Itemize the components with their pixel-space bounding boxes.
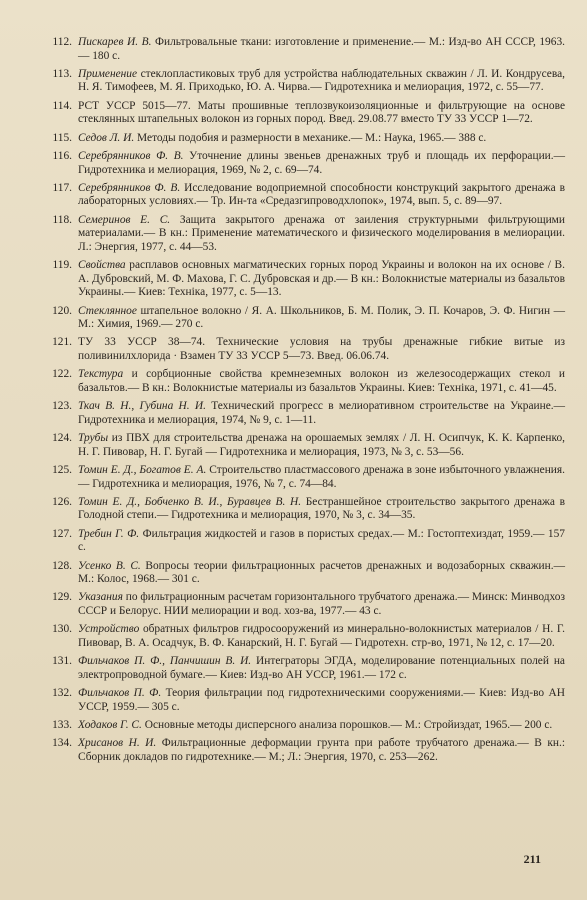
reference-entry	[48, 560, 565, 587]
reference-entry	[48, 305, 565, 332]
reference-number: 127.	[52, 527, 72, 540]
reference-entry	[48, 182, 565, 209]
reference-text	[78, 655, 565, 682]
reference-lead: Усенко В. С.	[78, 559, 141, 572]
reference-number: 117.	[52, 181, 72, 194]
reference-number: 123.	[52, 400, 72, 413]
reference-entry	[48, 132, 565, 146]
reference-lead: Устройство	[78, 623, 140, 636]
reference-number: 128.	[52, 559, 72, 572]
reference-text	[78, 623, 565, 650]
page-number: 211	[523, 852, 541, 866]
reference-entry	[48, 687, 565, 714]
reference-number: 118.	[52, 213, 72, 226]
reference-number: 134.	[52, 737, 72, 750]
reference-number: 131.	[52, 655, 72, 668]
reference-number: 120.	[52, 304, 72, 317]
reference-text	[78, 305, 565, 332]
reference-body: Основные методы дисперсного анализа порошков.— М.: Стройиздат, 1965.— 200 с.	[141, 718, 553, 731]
reference-number: 130.	[52, 623, 72, 636]
reference-body: РСТ УССР 5015—77. Маты прошивные теплозвукоизоляционные и фильтрующие на основе стеклянных штапельных волокон из горных пород. Введ. 29.08.77 вместо ТУ 33 УССР 1—72.	[78, 99, 565, 126]
reference-body: по фильтрационным расчетам горизонтального трубчатого дренажа.— Минск: Минводхоз СССР и Белорус. НИИ мелиорации и вод. хоз-ва, 1977.— 43 с.	[78, 591, 565, 618]
reference-entry	[48, 259, 565, 300]
reference-number: 112.	[52, 36, 72, 48]
reference-text	[78, 259, 565, 300]
reference-body: Технический прогресс в мелиоративном строительстве на Украине.— Гидротехника и мелиорация, 1974, № 9, с. 1—11.	[78, 400, 566, 426]
reference-number: 115.	[52, 131, 72, 144]
reference-lead: Ткач В. Н., Губина Н. И.	[78, 400, 206, 413]
reference-body: Защита закрытого дренажа от заиления структурными фильтрующими материалами.— В кн.: Применение математического и физического моделирования в мелиорации. Л.: Энергия, 1977, с. 44—53.	[78, 213, 565, 253]
reference-text	[78, 464, 565, 491]
reference-text	[78, 336, 565, 363]
reference-lead: Томин Е. Д., Бобченко В. И., Буравцев В. Н.	[78, 495, 302, 508]
reference-number: 113.	[52, 67, 72, 80]
reference-text	[78, 182, 565, 209]
reference-entry	[48, 655, 565, 682]
reference-text	[78, 150, 565, 177]
reference-lead: Ходаков Г. С.	[78, 718, 142, 731]
reference-body: Бестраншейное строительство закрытого дренажа в Голодной степи.— Гидротехника и мелиорация, 1970, № 3, с. 34—35.	[78, 495, 565, 522]
reference-number: 132.	[52, 687, 72, 700]
reference-text	[78, 400, 565, 427]
reference-text	[78, 36, 565, 63]
reference-lead: Свойства	[78, 259, 126, 272]
reference-text	[78, 68, 565, 95]
reference-lead: Фильчаков П. Ф.	[78, 687, 162, 700]
reference-entry	[48, 368, 565, 395]
reference-lead: Трубы	[78, 432, 109, 445]
reference-lead: Указания	[78, 591, 123, 604]
reference-text	[78, 687, 565, 714]
reference-entry	[48, 719, 565, 733]
reference-lead: Седов Л. И.	[78, 131, 135, 144]
reference-number: 133.	[52, 718, 72, 731]
reference-body: из ПВХ для строительства дренажа на орошаемых землях / Л. Н. Осипчук, К. К. Карпенко, Н. Г. Пивовар, Н. Г. Бугай — Гидротехника и мелиорация, 1973, № 3, с. 53—56.	[78, 432, 565, 458]
reference-body: Фильтровальные ткани: изготовление и применение.— М.: Изд-во АН СССР, 1963.— 180 с.	[78, 36, 565, 62]
reference-number: 116.	[52, 149, 72, 162]
reference-text	[78, 432, 565, 459]
reference-lead: Фильчаков П. Ф., Панчишин В. И.	[78, 655, 252, 668]
reference-text	[78, 496, 565, 523]
reference-entry	[48, 100, 565, 127]
reference-body: Методы подобия и размерности в механике.— М.: Наука, 1965.— 388 с.	[134, 131, 487, 144]
reference-text	[78, 214, 565, 255]
reference-lead: Текстура	[78, 368, 124, 381]
reference-entry	[48, 214, 565, 255]
reference-body: и сорбционные свойства кремнеземных волокон из железосодержащих стекол и базальтов.— В кн.: Волокнистые материалы из базальтов Украины. Киев: Техніка, 1971, с. 41—45.	[78, 368, 565, 394]
reference-entry	[48, 68, 565, 95]
reference-body: ТУ 33 УССР 38—74. Технические условия на трубы дренажные гибкие витые из поливинилхлорида · Взамен ТУ 33 УССР 5—73. Введ. 06.06.74.	[78, 336, 565, 363]
reference-body: Вопросы теории фильтрационных расчетов дренажных и водозаборных скважин.— М.: Колос, 1968.— 301 с.	[78, 559, 565, 586]
reference-text	[78, 560, 565, 587]
reference-lead: Серебрянников Ф. В.	[78, 149, 184, 162]
reference-body: Теория фильтрации под гидротехническими сооружениями.— Киев: Изд-во АН УССР, 1959.— 305 с.	[78, 687, 565, 713]
reference-number: 124.	[52, 432, 72, 445]
reference-lead: Стеклянное	[78, 304, 137, 317]
reference-body: Исследование водоприемной способности конструкций закрытого дренажа в лабораторных условиях.— Тр. Ин-та «Средазгипроводхлопок», 1974, вып. 5, с. 89—97.	[78, 181, 565, 208]
reference-text	[78, 528, 565, 555]
reference-entry	[48, 591, 565, 618]
reference-body: Фильтрация жидкостей и газов в пористых средах.— М.: Гостоптехиздат, 1959.— 157 с.	[78, 527, 565, 554]
reference-number: 126.	[52, 495, 72, 508]
reference-body: Уточнение длины звеньев дренажных труб и площадь их перфорации.— Гидротехника и мелиорация, 1969, № 2, с. 69—74.	[78, 149, 565, 176]
reference-lead: Требин Г. Ф.	[78, 527, 140, 540]
reference-body: Фильтрационные деформации грунта при работе трубчатого дренажа.— В кн.: Сборник докладов по гидротехнике.— М.; Л.: Энергия, 1970, с. 253—262.	[78, 737, 565, 763]
reference-text	[78, 591, 565, 618]
reference-entry	[48, 528, 565, 555]
reference-lead: Применение	[78, 67, 138, 80]
reference-text	[78, 100, 565, 127]
reference-text	[78, 132, 565, 146]
reference-number: 119.	[52, 259, 72, 272]
reference-entry	[48, 464, 565, 491]
reference-entry	[48, 496, 565, 523]
reference-lead: Томин Е. Д., Богатов Е. А.	[78, 463, 207, 476]
reference-number: 122.	[52, 368, 72, 381]
reference-number: 114.	[52, 99, 72, 112]
reference-lead: Семеринов Е. С.	[78, 213, 171, 226]
reference-entry	[48, 737, 565, 764]
reference-lead: Серебрянников Ф. В.	[78, 181, 181, 194]
reference-number: 121.	[52, 336, 72, 349]
reference-entry	[48, 150, 565, 177]
reference-text	[78, 719, 565, 733]
reference-lead: Хрисанов Н. И.	[78, 737, 157, 750]
reference-lead: Пискарев И. В.	[78, 36, 152, 48]
reference-text	[78, 368, 565, 395]
reference-body: Строительство пластмассового дренажа в зоне избыточного увлажнения.— Гидротехника и мелиорация, 1976, № 7, с. 74—84.	[78, 463, 565, 490]
reference-entry	[48, 432, 565, 459]
reference-number: 125.	[52, 463, 72, 476]
reference-text	[78, 737, 565, 764]
reference-entry	[48, 623, 565, 650]
reference-number: 129.	[52, 591, 72, 604]
reference-body: обратных фильтров гидросооружений из минерально-волокнистых материалов / Н. Г. Пивовар, В. А. Осадчук, В. Ф. Канарский, Н. Г. Бугай — Гидротехн. стр-во, 1971, № 12, с. 17—20.	[78, 623, 565, 649]
reference-entry	[48, 36, 565, 63]
reference-list	[48, 36, 565, 764]
reference-body: стеклопластиковых труб для устройства наблюдательных скважин / Л. И. Кондрусева, Н. Я. Тимофеев, М. Я. Приходько, Ю. А. Чирва.— Гидротехника и мелиорация, 1972, с. 55—77.	[78, 67, 565, 94]
reference-body: штапельное волокно / Я. А. Школьников, Б. М. Полик, Э. П. Кочаров, Э. Ф. Нигин — М.: Химия, 1969.— 270 с.	[78, 304, 565, 331]
reference-entry	[48, 336, 565, 363]
reference-entry	[48, 400, 565, 427]
reference-body: расплавов основных магматических горных пород Украины и волокон на их основе / В. А. Дубровский, М. Ф. Махова, Г. С. Дубровская и др.— В кн.: Волокнистые материалы из базальтов Украины.— Киев: Техніка, 1977, с. 5—13.	[78, 259, 565, 299]
reference-body: Интеграторы ЭГДА, моделирование потенциальных полей на электропроводной бумаге.— Киев: Изд-во АН УССР, 1961.— 172 с.	[78, 655, 565, 681]
